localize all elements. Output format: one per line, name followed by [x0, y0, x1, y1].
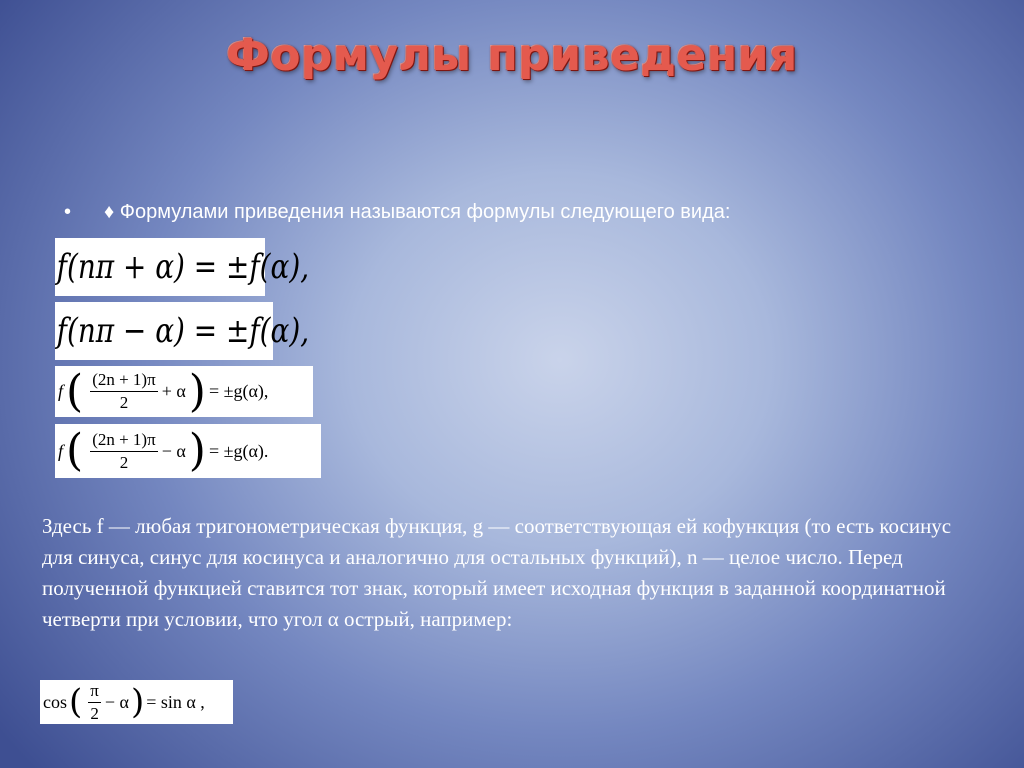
formula-example-fraction — [88, 681, 101, 724]
formula-example-open-paren: ( — [69, 682, 83, 722]
bullet-text: ♦ Формулами приведения называются формулы следующего вида: — [104, 201, 731, 223]
formula-4 — [55, 424, 321, 478]
formula-2 — [55, 302, 310, 360]
formula-3-denominator: 2 — [119, 393, 129, 412]
formula-4-numerator: (2n + 1)π — [90, 430, 158, 452]
formula-example — [40, 680, 233, 724]
formula-example-after-fraction: − α — [104, 691, 129, 712]
formula-3-open-paren: ( — [66, 365, 84, 417]
formula-example-numerator: π — [88, 681, 101, 703]
formula-3-numerator: (2n + 1)π — [90, 370, 158, 392]
formula-4-close-paren: ) — [188, 425, 206, 476]
formula-example-denominator: 2 — [90, 703, 99, 723]
formula-1 — [55, 238, 310, 296]
formula-example-prefix: cos — [43, 691, 67, 712]
formula-3 — [55, 366, 313, 417]
formula-3-close-paren: ) — [188, 365, 206, 417]
formula-3-after-fraction: + α — [161, 381, 186, 401]
formula-3-rhs: = ±g(α), — [208, 381, 269, 401]
formula-3-prefix: f — [58, 381, 64, 401]
explanation-paragraph: Здесь f — любая тригонометрическая функция, g — соответствующая ей кофункция (то есть косинус для синуса, синус для косинуса и аналогично для остальных функций), n — целое число. Перед полученной функцией ставится тот знак, который имеет исходная функция в заданной координатной четверти при условии, что угол α острый, например: — [42, 514, 952, 631]
formula-4-after-fraction: − α — [161, 440, 186, 461]
formula-example-close-paren: ) — [130, 682, 145, 722]
formula-2-text: f(nπ − α) = ±f(α), — [56, 311, 310, 351]
formula-1-text: f(nπ + α) = ±f(α), — [56, 247, 310, 287]
formula-4-fraction — [90, 430, 158, 473]
bullet-marker: • — [64, 201, 72, 223]
slide-title: Формулы приведения — [226, 30, 798, 81]
formula-4-prefix: f — [58, 440, 64, 461]
formula-4-rhs: = ±g(α). — [208, 440, 269, 461]
formula-4-denominator: 2 — [119, 452, 129, 472]
formula-3-fraction — [90, 370, 158, 413]
formula-4-open-paren: ( — [66, 425, 84, 476]
formula-example-rhs: = sin α , — [146, 691, 205, 712]
bullet-item — [64, 201, 964, 224]
